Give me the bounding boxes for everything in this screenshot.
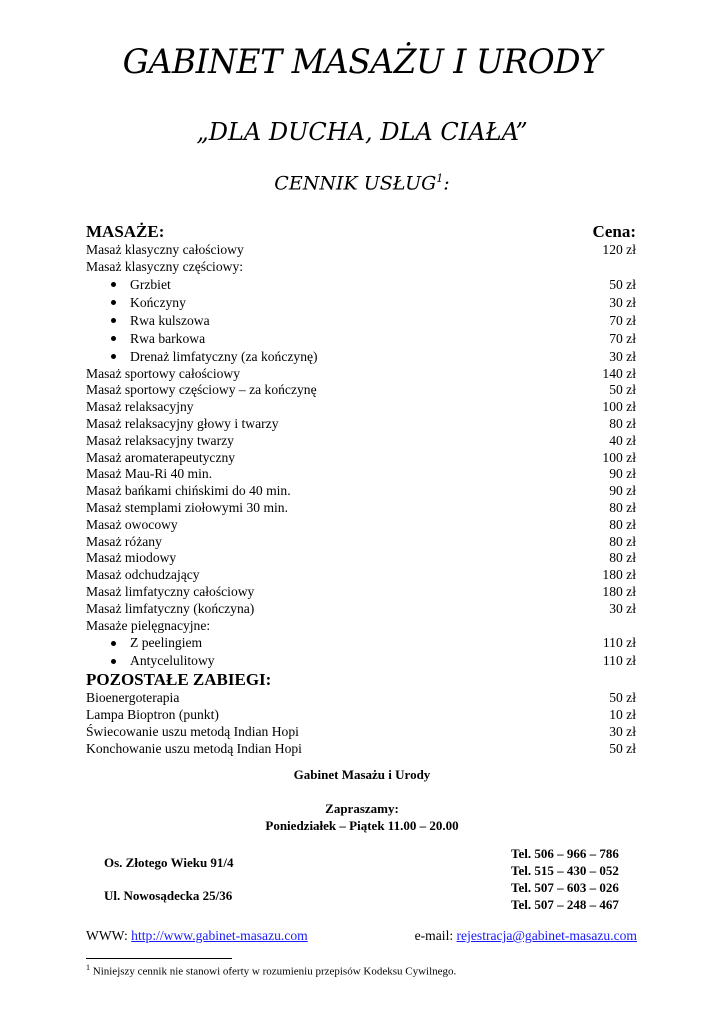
bullet-icon: [86, 634, 130, 652]
price-row: [86, 741, 636, 758]
service-label-wrap: [86, 741, 302, 758]
section-masaze-items: [86, 242, 636, 670]
service-name: Świecowanie uszu metodą Indian Hopi: [86, 723, 299, 739]
footnote: [86, 963, 456, 978]
service-price: 180 zł: [602, 567, 636, 583]
service-price: 120 zł: [602, 242, 636, 257]
email-line: [415, 928, 637, 944]
service-name: Z peelingiem: [130, 635, 203, 651]
address-2: Ul. Nowosądecka 25/36: [104, 888, 233, 903]
price-row: [86, 450, 636, 467]
price-list-heading-colon: :: [443, 172, 450, 195]
bullet-dot-icon: [111, 282, 116, 287]
service-price: 10 zł: [609, 707, 636, 723]
price-list-heading-text: CENNIK USŁUG: [274, 172, 437, 195]
price-row: [86, 724, 636, 741]
price-list: [86, 222, 636, 758]
service-price: 180 zł: [602, 583, 636, 599]
service-price: 100 zł: [602, 449, 636, 465]
bullet-icon: [86, 294, 130, 312]
service-name: Masaż relaksacyjny: [86, 399, 194, 415]
phone-number: Tel. 515 – 430 – 052: [511, 863, 619, 878]
email-link[interactable]: rejestracja@gabinet-masazu.com: [456, 928, 637, 943]
price-row: [86, 500, 636, 517]
price-row: [86, 259, 636, 276]
bullet-dot-icon: [111, 659, 116, 664]
price-row: [86, 707, 636, 724]
service-price: 80 zł: [609, 533, 636, 549]
bullet-icon: [86, 312, 130, 330]
service-name: Masaż aromaterapeutyczny: [86, 449, 236, 465]
service-name: Masaż miodowy: [86, 550, 177, 566]
service-label-wrap: [86, 517, 178, 534]
service-label-wrap: [86, 500, 288, 517]
opening-hours: Poniedziałek – Piątek 11.00 – 20.00: [265, 818, 459, 833]
service-name: Kończyny: [130, 294, 186, 310]
service-name: Rwa barkowa: [130, 330, 206, 346]
price-row: [86, 276, 636, 294]
service-name: Lampa Bioptron (punkt): [86, 707, 219, 723]
service-price: 30 zł: [609, 294, 636, 310]
service-label-wrap: [86, 330, 205, 348]
price-list-heading: [0, 172, 724, 194]
price-row: [86, 330, 636, 348]
service-price: 110 zł: [602, 635, 636, 651]
service-name: Masaż sportowy częściowy – za kończynę: [86, 382, 317, 398]
price-row: [86, 690, 636, 707]
price-row: [86, 399, 636, 416]
service-price: 80 zł: [609, 415, 636, 431]
service-name: Masaż sportowy całościowy: [86, 365, 241, 381]
service-label-wrap: [86, 382, 317, 399]
price-row: [86, 584, 636, 601]
service-label-wrap: [86, 724, 299, 741]
phone-number: Tel. 507 – 248 – 467: [511, 897, 619, 912]
service-name: Masaż klasyczny całościowy: [86, 242, 244, 257]
service-label-wrap: [86, 690, 179, 707]
bullet-dot-icon: [111, 300, 116, 305]
service-price: 80 zł: [609, 516, 636, 532]
price-row: [86, 567, 636, 584]
service-label-wrap: [86, 399, 194, 416]
bullet-dot-icon: [111, 318, 116, 323]
service-name: Antycelulitowy: [130, 653, 215, 669]
bullet-icon: [86, 652, 130, 670]
service-price: 90 zł: [609, 466, 636, 482]
page-subtitle: „DLA DUCHA, DLA CIAŁA”: [196, 118, 528, 146]
price-row: [86, 652, 636, 670]
www-line: [86, 928, 308, 944]
phone-number: Tel. 506 – 966 – 786: [511, 846, 619, 861]
service-label-wrap: [86, 433, 234, 450]
price-row: [86, 550, 636, 567]
address-1: Os. Złotego Wieku 91/4: [104, 855, 234, 870]
service-label-wrap: [86, 534, 162, 551]
service-name: Masaż klasyczny częściowy:: [86, 258, 244, 274]
service-price: 40 zł: [609, 432, 636, 448]
service-label-wrap: [86, 294, 186, 312]
service-label-wrap: [86, 634, 202, 652]
price-row: [86, 294, 636, 312]
service-name: Masaż stemplami ziołowymi 30 min.: [86, 499, 288, 515]
price-row: [86, 534, 636, 551]
price-row: [86, 312, 636, 330]
service-name: Masaż relaksacyjny twarzy: [86, 432, 234, 448]
service-label-wrap: [86, 348, 318, 366]
service-name: Masaż relaksacyjny głowy i twarzy: [86, 415, 279, 431]
email-label: e-mail:: [414, 928, 457, 943]
service-label-wrap: [86, 707, 219, 724]
phone-number: Tel. 507 – 603 – 026: [511, 880, 619, 895]
section-title: MASAŻE:: [86, 222, 165, 241]
service-label-wrap: [86, 466, 212, 483]
price-row: [86, 242, 636, 259]
price-row: [86, 517, 636, 534]
bullet-dot-icon: [111, 641, 116, 646]
phone-list: [511, 845, 619, 913]
contact-links: [86, 928, 637, 944]
service-name: Masaż bańkami chińskimi do 40 min.: [86, 483, 291, 499]
service-name: Masaż limfatyczny całościowy: [86, 583, 255, 599]
price-row: [86, 433, 636, 450]
price-row: [86, 483, 636, 500]
footnote-mark: 1: [436, 172, 444, 185]
price-row: [86, 382, 636, 399]
service-label-wrap: [86, 276, 171, 294]
service-price: 30 zł: [609, 723, 636, 739]
service-label-wrap: [86, 584, 254, 601]
footnote-number: 1: [86, 963, 90, 972]
service-name: Masaż limfatyczny (kończyna): [86, 600, 255, 616]
service-price: 30 zł: [609, 348, 636, 364]
section-masaze-header: [86, 222, 636, 242]
service-label-wrap: [86, 366, 240, 383]
section-title: POZOSTAŁE ZABIEGI:: [86, 670, 272, 690]
service-price: 70 zł: [609, 312, 636, 328]
service-name: Bioenergoterapia: [86, 690, 180, 706]
service-price: 30 zł: [609, 600, 636, 616]
service-label-wrap: [86, 259, 243, 276]
service-label-wrap: [86, 242, 244, 259]
price-row: [86, 416, 636, 433]
service-name: Masaż owocowy: [86, 516, 178, 532]
service-label-wrap: [86, 652, 215, 670]
service-label-wrap: [86, 483, 291, 500]
service-label-wrap: [86, 312, 210, 330]
service-name: Drenaż limfatyczny (za kończynę): [130, 348, 318, 364]
section-pozostale-items: [86, 690, 636, 757]
service-label-wrap: [86, 416, 279, 433]
service-label-wrap: [86, 601, 254, 618]
business-name: Gabinet Masażu i Urody: [293, 767, 431, 782]
bullet-icon: [86, 348, 130, 366]
service-label-wrap: [86, 550, 176, 567]
footnote-text: Niniejszy cennik nie stanowi oferty w rozumieniu przepisów Kodeksu Cywilnego.: [90, 965, 457, 978]
service-price: 110 zł: [602, 653, 636, 669]
price-row: [86, 634, 636, 652]
invite-text: Zapraszamy:: [325, 801, 399, 816]
service-name: Grzbiet: [130, 276, 171, 292]
bullet-dot-icon: [111, 336, 116, 341]
service-price: 50 zł: [609, 382, 636, 398]
service-name: Masaż Mau-Ri 40 min.: [86, 466, 213, 482]
bullet-icon: [86, 276, 130, 294]
price-row: [86, 618, 636, 635]
service-price: 70 zł: [609, 330, 636, 346]
bullet-icon: [86, 330, 130, 348]
www-label: WWW:: [86, 928, 132, 943]
service-name: Masaż odchudzający: [86, 567, 200, 583]
website-link[interactable]: http://www.gabinet-masazu.com: [131, 928, 308, 943]
service-name: Rwa kulszowa: [130, 312, 210, 328]
page-title: GABINET MASAŻU I URODY: [122, 42, 602, 82]
section-pozostale-header: [86, 670, 636, 690]
price-row: [86, 348, 636, 366]
service-name: Masaże pielęgnacyjne:: [86, 617, 211, 633]
footnote-divider: [86, 958, 232, 959]
service-price: 90 zł: [609, 483, 636, 499]
service-name: Masaż różany: [86, 533, 162, 549]
service-label-wrap: [86, 567, 200, 584]
service-label-wrap: [86, 450, 235, 467]
service-price: 50 zł: [609, 276, 636, 292]
service-price: 80 zł: [609, 499, 636, 515]
price-column-header: Cena:: [592, 222, 636, 241]
service-price: 100 zł: [602, 399, 636, 415]
service-label-wrap: [86, 618, 210, 635]
service-price: 50 zł: [609, 740, 636, 756]
service-price: 80 zł: [609, 550, 636, 566]
service-price: 140 zł: [602, 365, 636, 381]
service-price: 50 zł: [609, 690, 636, 706]
service-name: Konchowanie uszu metodą Indian Hopi: [86, 740, 302, 756]
price-row: [86, 601, 636, 618]
price-row: [86, 366, 636, 383]
bullet-dot-icon: [111, 354, 116, 359]
price-row: [86, 466, 636, 483]
